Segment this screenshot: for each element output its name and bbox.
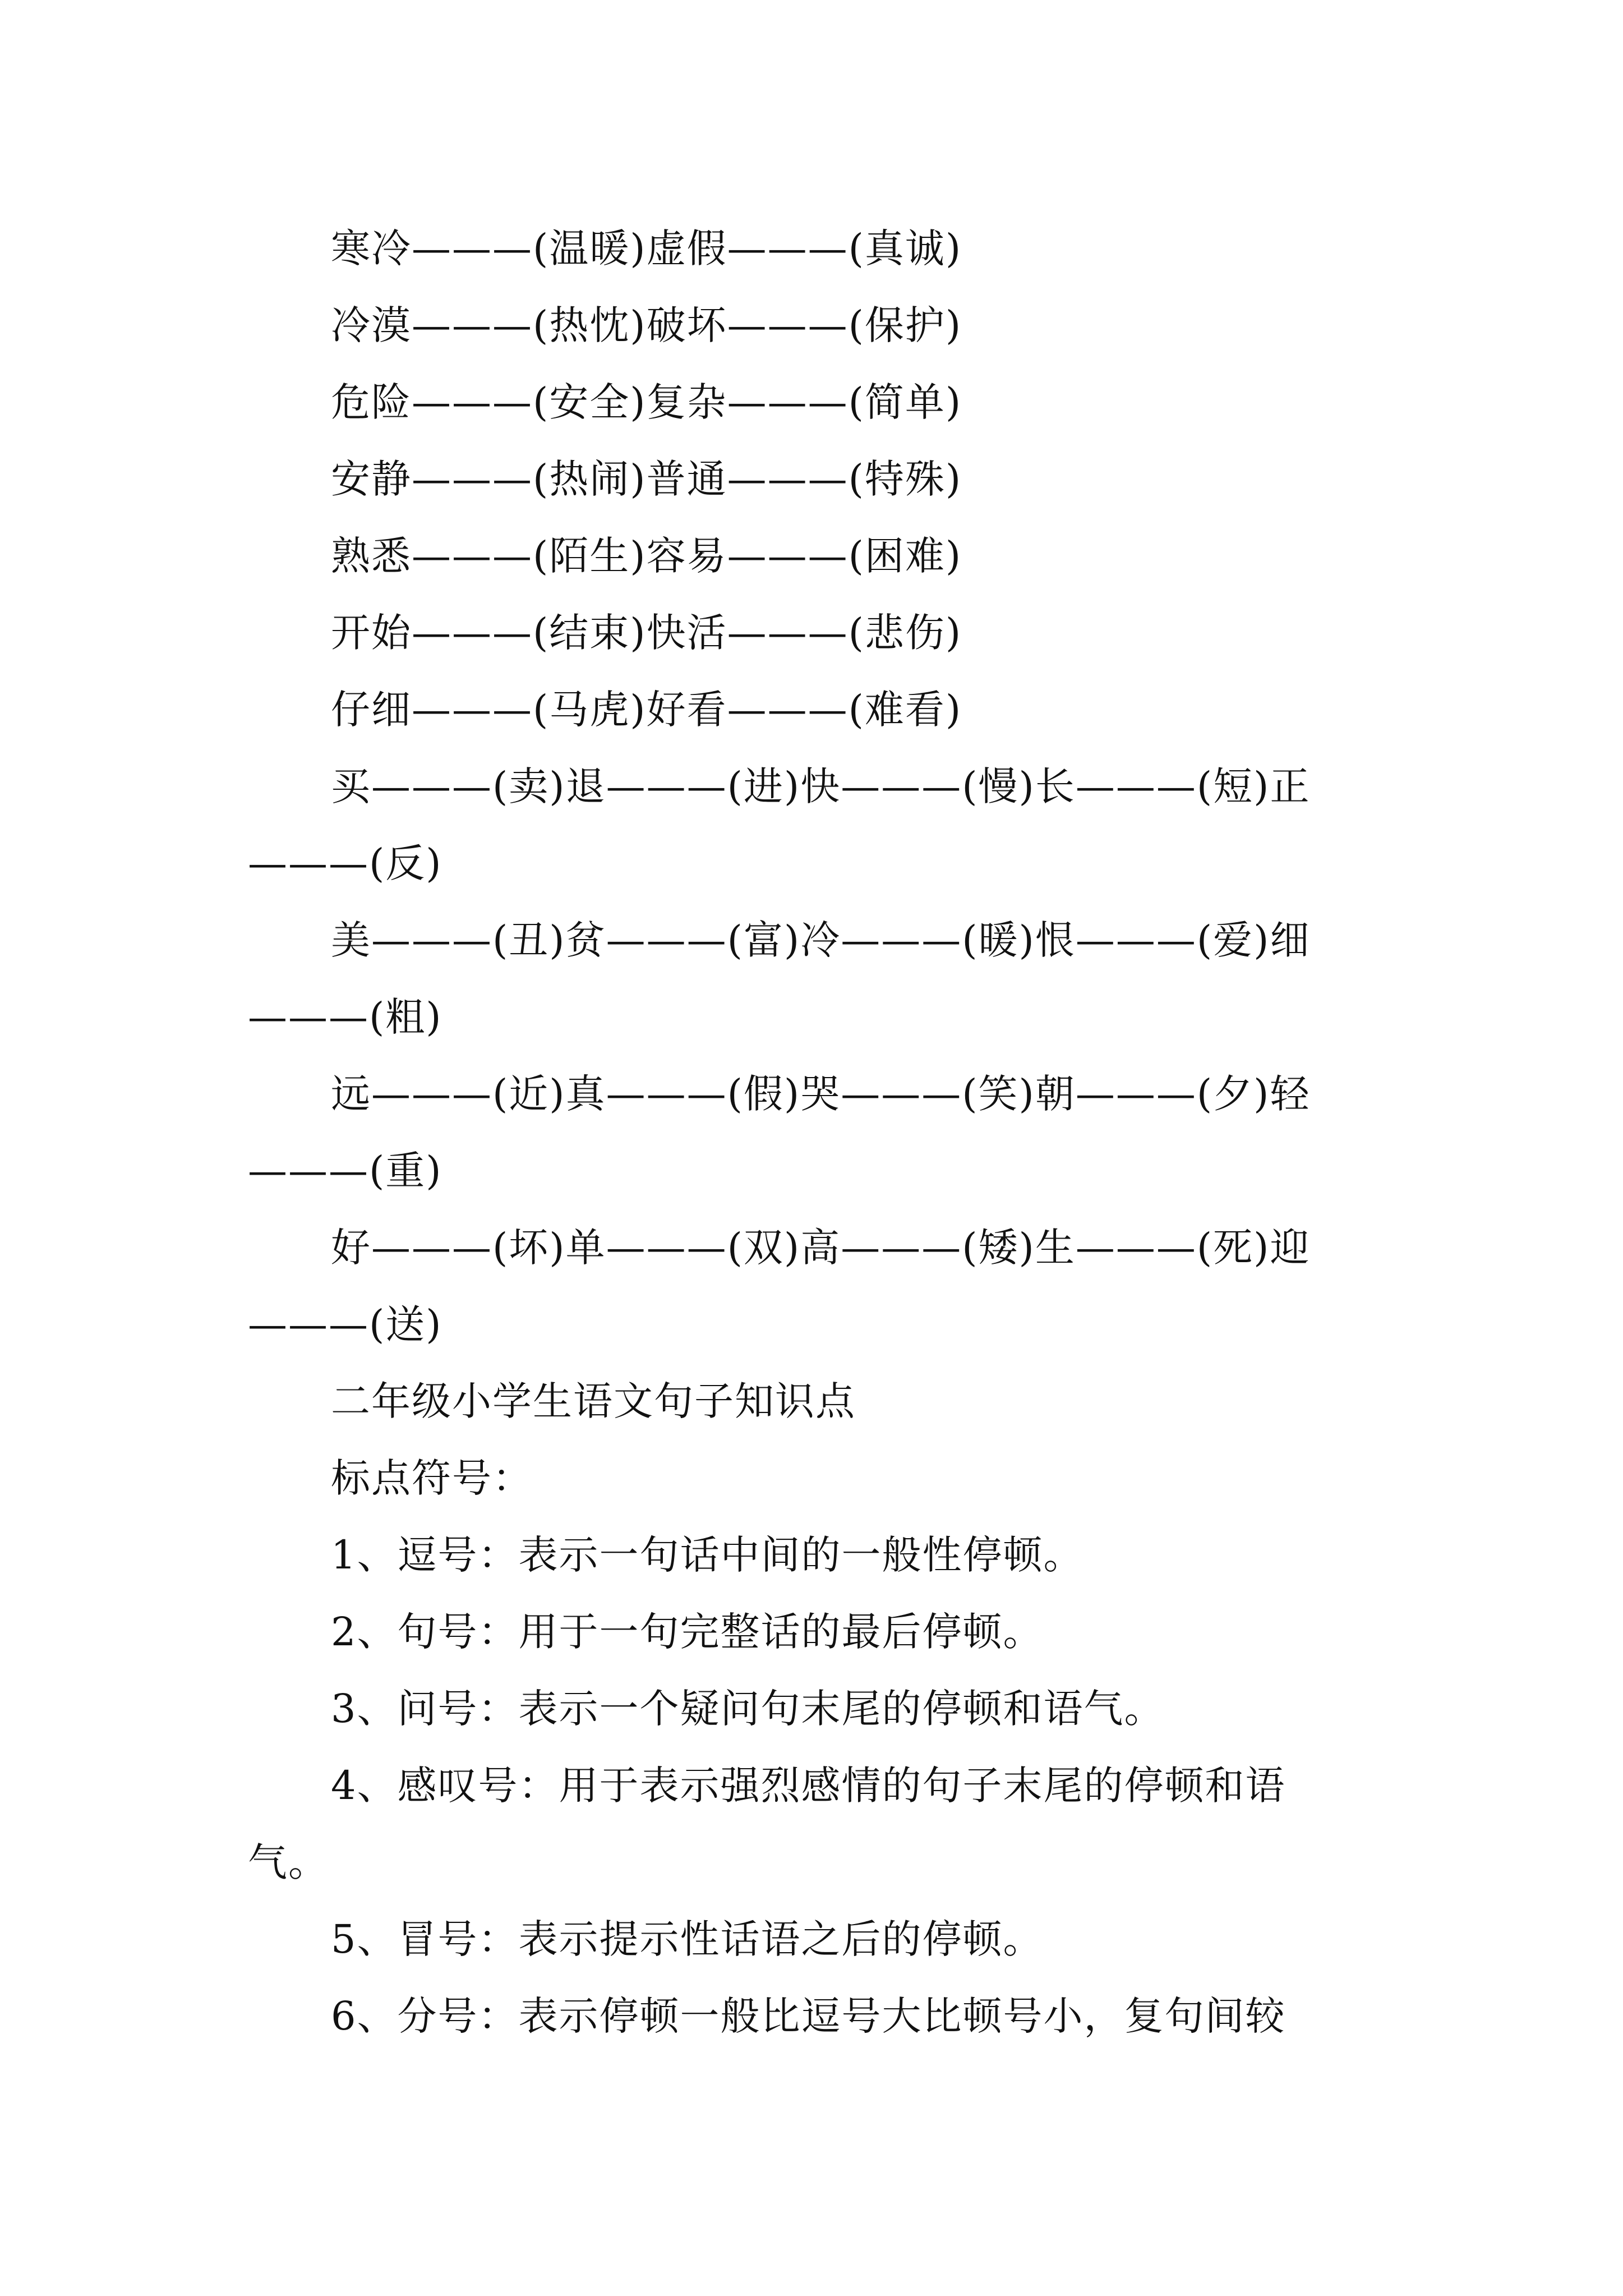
antonym-line-10: 远———(近)真———(假)哭———(笑)朝———(夕)轻 xyxy=(331,1071,1311,1117)
antonym-line-8-continued: ———(反) xyxy=(248,840,442,886)
punctuation-item-1: 1、逗号：表示一句话中间的一般性停顿。 xyxy=(331,1532,1084,1578)
section-heading: 二年级小学生语文句子知识点 xyxy=(331,1378,856,1424)
punctuation-item-2: 2、句号：用于一句完整话的最后停顿。 xyxy=(331,1609,1044,1655)
antonym-line-6: 开始———(结束)快活———(悲伤) xyxy=(331,610,962,656)
punctuation-item-5: 5、冒号：表示提示性话语之后的停顿。 xyxy=(331,1916,1044,1962)
punctuation-item-3: 3、问号：表示一个疑问句末尾的停顿和语气。 xyxy=(331,1686,1165,1732)
punctuation-item-4: 4、感叹号：用于表示强烈感情的句子末尾的停顿和语 xyxy=(331,1763,1286,1809)
antonym-line-10-continued: ———(重) xyxy=(248,1148,442,1194)
antonym-line-7: 仔细———(马虎)好看———(难看) xyxy=(331,687,962,733)
antonym-line-1: 寒冷———(温暖)虚假———(真诚) xyxy=(331,226,962,272)
subsection-heading: 标点符号： xyxy=(331,1455,533,1501)
antonym-line-5: 熟悉———(陌生)容易———(困难) xyxy=(331,533,962,579)
antonym-line-8: 买———(卖)退———(进)快———(慢)长———(短)正 xyxy=(331,763,1311,809)
antonym-line-2: 冷漠———(热忱)破坏———(保护) xyxy=(331,302,962,348)
antonym-line-3: 危险———(安全)复杂———(简单) xyxy=(331,379,962,425)
antonym-line-9-continued: ———(粗) xyxy=(248,994,442,1040)
punctuation-item-4-continued: 气。 xyxy=(248,1839,329,1885)
antonym-line-11: 好———(坏)单———(双)高———(矮)生———(死)迎 xyxy=(331,1225,1311,1271)
antonym-line-4: 安静———(热闹)普通———(特殊) xyxy=(331,456,962,502)
punctuation-item-6: 6、分号：表示停顿一般比逗号大比顿号小，复句间较 xyxy=(331,1993,1286,2039)
antonym-line-9: 美———(丑)贫———(富)冷———(暖)恨———(爱)细 xyxy=(331,917,1311,963)
antonym-line-11-continued: ———(送) xyxy=(248,1301,442,1347)
document-body xyxy=(248,210,1392,2055)
